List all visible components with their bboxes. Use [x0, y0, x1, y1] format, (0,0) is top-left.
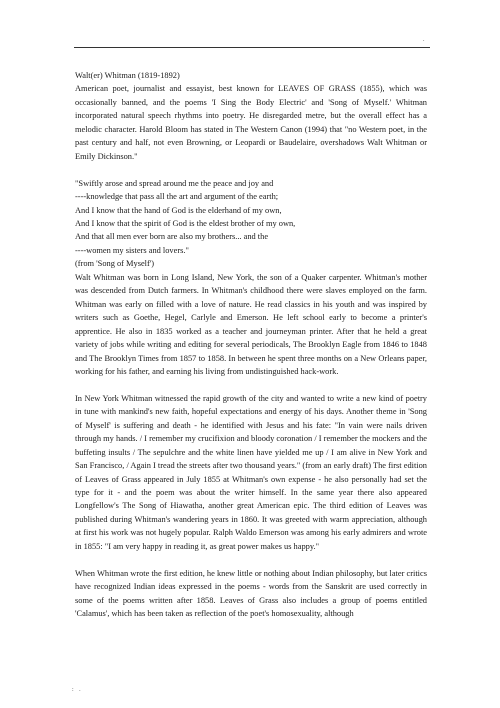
poem-quote: [75, 177, 427, 271]
quote-line: ----women my sisters and lovers.": [75, 245, 189, 255]
quote-source: (from 'Song of Myself'): [75, 259, 155, 269]
header-mark: .: [423, 37, 425, 43]
quote-line: And I know that the hand of God is the elderhand of my own,: [75, 205, 282, 215]
biography-paragraph-2: In New York Whitman witnessed the rapid growth of the city and wanted to write a new kind of poetry in tune with mankind's new faith, hopeful expectations and energy of his days. Another theme in 'Song of Myself' is suffering and death - he identified with Jesus and his fate: "In vain were nails driven through my hands. / I remember my crucifixion and bloody coronation / I remember the mockers and the buffeting insults / The sepulchre and the white linen have yielded me up / I am alive in New York and San Francisco, / Again I tread the streets after two thousand years." (from an early draft) The first edition of Leaves of Grass appeared in July 1855 at Whitman's own expense - he also personally had set the type for it - and the poem was about the writer himself. In the same year there also appeared Longfellow's The Song of Hiawatha, another great American epic. The third edition of Leaves was published during Whitman's wandering years in 1860. It was greeted with warm appreciation, although at first his work was not hugely popular. Ralph Waldo Emerson was among his early admirers and wrote in 1855: "I am very happy in reading it, as great power makes us happy.": [75, 393, 427, 551]
document-body: [75, 69, 427, 621]
paragraph-gap: [75, 378, 427, 391]
quote-line: "Swiftly arose and spread around me the peace and joy and: [75, 178, 274, 188]
paragraph-gap: [75, 163, 427, 176]
header-rule: [74, 47, 430, 48]
article-heading: Walt(er) Whitman (1819-1892): [75, 71, 180, 80]
biography-paragraph-1: Walt Whitman was born in Long Island, New York, the son of a Quaker carpenter. Whitman's mother was descended from Dutch farmers. In Whitman's childhood there were slaves employed on the farm. Whitman was early on filled with a love of nature. He read classics in his youth and was inspired by writers such as Goethe, Hegel, Carlyle and Emerson. He left school early to become a printer's apprentice. He also in 1835 worked as a teacher and journeyman printer. After that he held a great variety of jobs while writing and editing for several periodicals, The Brooklyn Eagle from 1846 to 1848 and The Brooklyn Times from 1857 to 1858. In between he spent three months on a New Orleans paper, working for his father, and earning his living from undistinguished hack-work.: [75, 272, 427, 376]
biography-paragraph-3: When Whitman wrote the first edition, he knew little or nothing about Indian philosophy, but later critics have recognized Indian ideas expressed in the poems - words from the Sanskrit are used correctly in some of the poems written after 1858. Leaves of Grass also includes a group of poems entitled 'Calamus', which has been taken as reflection of the poet's homosexuality, although: [75, 568, 427, 619]
quote-line: And that all men ever born are also my brothers... and the: [75, 232, 269, 242]
quote-line: ----knowledge that pass all the art and argument of the earth;: [75, 192, 279, 202]
paragraph-gap: [75, 553, 427, 566]
intro-paragraph: American poet, journalist and essayist, best known for LEAVES OF GRASS (1855), which was occasionally banned, and the poems 'I Sing the Body Electric' and 'Song of Myself.' Whitman incorporated natural speech rhythms into poetry. He disregarded metre, but the overall effect has a melodic character. Harold Bloom has stated in The Western Canon (1994) that "no Western poet, in the past century and half, not even Browning, or Leopardi or Baudelaire, overshadows Walt Whitman or Emily Dickinson.": [75, 84, 427, 161]
footer-mark: : .: [72, 687, 83, 693]
quote-line: And I know that the spirit of God is the eldest brother of my own,: [75, 218, 296, 228]
